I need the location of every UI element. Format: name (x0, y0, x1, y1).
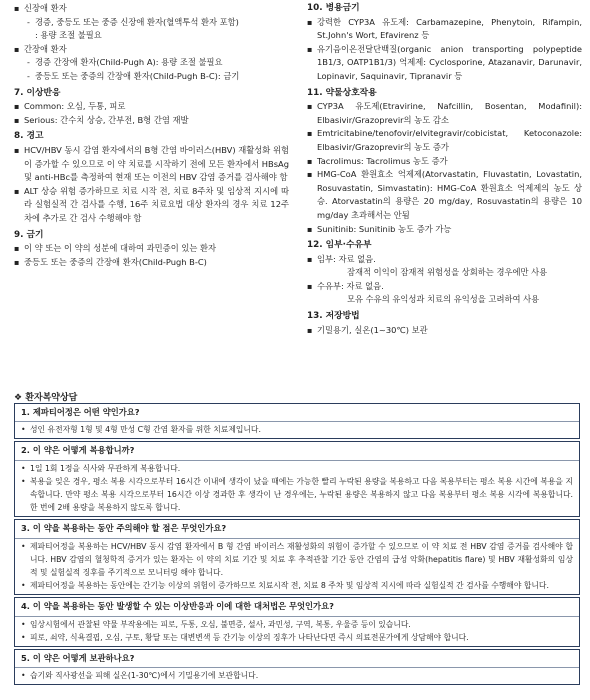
section-heading: 13. 저장방법 (307, 311, 360, 322)
qa-question: 2. 이 약은 어떻게 복용합니까? (15, 442, 579, 460)
pregnancy-text: 잠재적 이익이 잠재적 위험성을 상회하는 경우에만 사용 (347, 267, 548, 278)
qa-question: 3. 이 약을 복용하는 동안 주의해야 할 점은 무엇인가요? (15, 520, 579, 538)
qa-answer: • 임상시험에서 관찰된 약물 부작용에는 피로, 두통, 오심, 불면증, 설사, 과민성, 구역, 복통, 우울증 등이 있습니다. (21, 618, 573, 631)
intro-item: - 경증, 중등도 또는 중증 신장애 환자(혈액투석 환자 포함) (14, 16, 289, 30)
qa-box (14, 403, 580, 439)
intro-item: ▪ 간장애 환자 (14, 43, 289, 57)
section-heading: 11. 약물상호작용 (307, 87, 377, 98)
qa-answer: • 제파티어정을 복용하는 HCV/HBV 동시 감염 환자에서 B 형 간염 바이러스 재활성화의 위험이 증가할 수 있으므로 이 약 치료 전 HBV 감염 증거를 검사해야 합니다. HBV 감염의 혈청학적 증거가 있는 환자는 이 약의 치료 기간 및 치료 후 추적관찰 기간 동안 간염의 급성 악화(hepatitis flare) 및 HBV 재활성화의 임상적 및 실험실적 징후를 주기적으로 모니터링 해야 합니다. (21, 540, 573, 580)
list-item: ▪ 기밀용기, 실온(1~30℃) 보관 (307, 324, 582, 338)
intro-item: - 경증 간장애 환자(Child-Pugh A): 용량 조절 불필요 (14, 56, 289, 70)
list-item: ▪ ALT 상승 위험 증가하므로 치료 시작 전, 치료 8주차 및 임상적 지시에 따라 실험실적 간 검사를 수행, 16주 치료요법 대상 환자의 경우 치료 12주차에 추가로 간 검사 수행해야 함 (14, 185, 289, 226)
list-item: ▪ HMG-CoA 환원효소 억제제(Atorvastatin, Fluvastatin, Lovastatin, Rosuvastatin, Simvastatin): HMG-CoA 환원효소 억제제의 농도 상승. Atorvastatin의 용량은 20 mg/day, Rosuvastatin의 용량은 10 mg/day 초과해서는 안됨 (307, 168, 582, 222)
list-item: ▪ Emtricitabine/tenofovir/elvitegravir/cobicistat, Ketoconazole: Elbasivir/Grazoprevir의 농도 증가 (307, 127, 582, 154)
counsel-title: ❖ 환자복약상담 (14, 393, 78, 403)
qa-question: 1. 제파티어정은 어떤 약인가요? (15, 404, 579, 422)
qa-question: 5. 이 약은 어떻게 보관하나요? (15, 650, 579, 668)
list-item: ▪ Serious: 간수치 상승, 간부전, B형 간염 재발 (14, 114, 289, 128)
lactation-text: 모유 수유의 유익성과 치료의 유익성을 고려하여 사용 (347, 294, 540, 305)
intro-item: ▪ 신장애 환자 (14, 2, 289, 16)
section-heading: 12. 임부·수유부 (307, 240, 372, 251)
qa-answer: • 제파티어정을 복용하는 동안에는 간기능 이상의 위험이 증가하므로 치료시작 전, 치료 8 주차 및 임상적 지시에 따라 실험실적 간 검사를 수행해야 합니다. (21, 579, 573, 592)
section-heading: 9. 금기 (14, 229, 44, 240)
pregnancy-label: ▪ 임부: 자료 없음. (307, 253, 582, 267)
lactation-label: ▪ 수유부: 자료 없음. (307, 280, 582, 294)
section-heading: 7. 이상반응 (14, 87, 61, 98)
intro-section (14, 2, 289, 84)
qa-box (14, 649, 580, 685)
list-item: ▪ Common: 오심, 두통, 피로 (14, 100, 289, 114)
qa-box (14, 597, 580, 647)
section-heading: 8. 경고 (14, 131, 44, 142)
list-item: ▪ 유기음이온전달단백질(organic anion transporting polypeptide 1B1/3, OATP1B1/3) 억제제: Cyclosporine, Atazanavir, Darunavir, Lopinavir, Saquinavir, Tipranavir 등 (307, 43, 582, 84)
list-item: ▪ HCV/HBV 동시 감염 환자에서의 B형 간염 바이러스(HBV) 재활성화 위험이 증가할 수 있으므로 이 약 치료를 시작하기 전에 모든 환자에서 HBsAg 및 anti-HBc를 측정하여 현재 또는 이전의 HBV 감염 증거를 검사해야 함 (14, 144, 289, 185)
left-column (14, 2, 289, 269)
qa-answer: • 1일 1회 1정을 식사와 무관하게 복용합니다. (21, 462, 573, 475)
qa-question: 4. 이 약을 복용하는 동안 발생할 수 있는 이상반응과 이에 대한 대처법은 무엇인가요? (15, 598, 579, 616)
list-item: ▪ CYP3A 유도제(Etravirine, Nafcillin, Bosentan, Modafinil): Elbasivir/Grazoprevir의 농도 감소 (307, 100, 582, 127)
right-column (307, 2, 582, 337)
list-item: ▪ Sunitinib: Sunitinib 농도 증가 가능 (307, 223, 582, 237)
counsel-section (14, 403, 580, 687)
list-item: ▪ 이 약 또는 이 약의 성분에 대하여 과민증이 있는 환자 (14, 242, 289, 256)
list-item: ▪ 강력한 CYP3A 유도제: Carbamazepine, Phenytoin, Rifampin, St.John's Wort, Efavirenz 등 (307, 16, 582, 43)
list-item: ▪ 중등도 또는 중증의 간장애 환자(Child-Pugh B-C) (14, 256, 289, 270)
qa-answer: • 복용을 잊은 경우, 평소 복용 시각으로부터 16시간 이내에 생각이 났을 때에는 가능한 빨리 누락된 용량을 복용하고 다음 복용부터는 평소 복용 시간에 복용을 지속합니다. 만약 평소 복용 시각으로부터 16시간 이상 경과한 후 생각이 난 경우에는, 누락된 용량은 복용하지 않고 다음 복용부터 평소 복용 시각에 복용합니다. 한 번에 2배 용량을 복용하지 않도록 합니다. (21, 475, 573, 515)
section-heading: 10. 병용금기 (307, 3, 360, 13)
qa-answer: • 습기와 직사광선을 피해 실온(1-30℃)에서 기밀용기에 보관합니다. (21, 669, 573, 682)
qa-box (14, 519, 580, 595)
qa-answer: • 성인 유전자형 1형 및 4형 만성 C형 간염 환자를 위한 치료제입니다. (21, 423, 573, 436)
intro-item: : 용량 조절 불필요 (35, 30, 102, 41)
qa-box (14, 441, 580, 517)
list-item: ▪ Tacrolimus: Tacrolimus 농도 증가 (307, 155, 582, 169)
qa-answer: • 피로, 쇠약, 식욕결핍, 오심, 구토, 황달 또는 대변변색 등 간기능 이상의 징후가 나타난다면 즉시 의료전문가에게 상담해야 합니다. (21, 631, 573, 644)
intro-item: - 중등도 또는 중증의 간장애 환자(Child-Pugh B-C): 금기 (14, 70, 289, 84)
